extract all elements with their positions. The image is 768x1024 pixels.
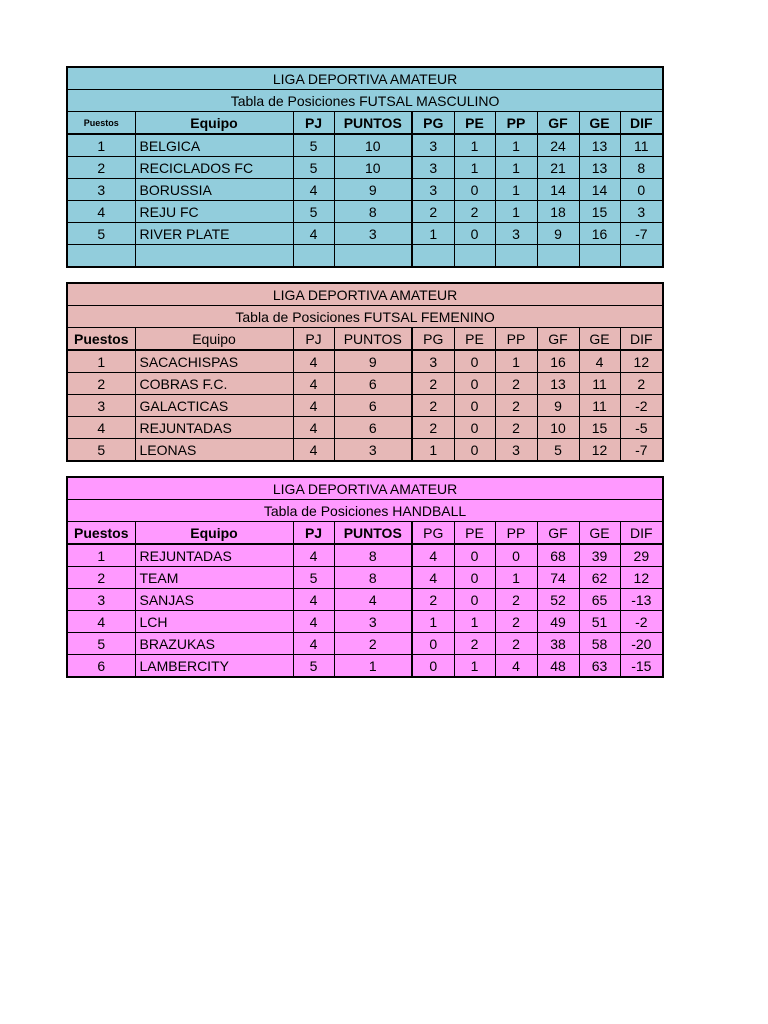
cell-dif: 12 — [620, 350, 663, 373]
cell-pj: 5 — [293, 134, 334, 157]
empty-cell — [334, 245, 412, 268]
cell-puesto: 3 — [67, 589, 135, 611]
cell-equipo: LEONAS — [135, 439, 293, 462]
cell-pg: 1 — [412, 439, 454, 462]
futsal-femenino-table — [66, 282, 664, 462]
cell-gf: 74 — [537, 567, 579, 589]
cell-dif: -5 — [620, 417, 663, 439]
col-header-pe: PE — [454, 522, 495, 545]
cell-gf: 10 — [537, 417, 579, 439]
cell-pj: 4 — [293, 350, 334, 373]
cell-gf: 14 — [537, 179, 579, 201]
table-row — [67, 201, 663, 223]
cell-gf: 9 — [537, 395, 579, 417]
cell-equipo: GALACTICAS — [135, 395, 293, 417]
cell-puntos: 10 — [334, 134, 412, 157]
table-row — [67, 179, 663, 201]
cell-pj: 4 — [293, 611, 334, 633]
cell-dif: -7 — [620, 439, 663, 462]
cell-equipo: SACACHISPAS — [135, 350, 293, 373]
cell-dif: -2 — [620, 395, 663, 417]
cell-pe: 2 — [454, 633, 495, 655]
cell-pp: 2 — [495, 417, 537, 439]
cell-puesto: 2 — [67, 157, 135, 179]
col-header-ge: GE — [579, 112, 620, 135]
col-header-gf: GF — [537, 522, 579, 545]
col-header-dif: DIF — [620, 112, 663, 135]
table-row — [67, 544, 663, 567]
col-header-equipo: Equipo — [135, 522, 293, 545]
cell-pp: 1 — [495, 350, 537, 373]
empty-cell — [412, 245, 454, 268]
cell-pg: 4 — [412, 567, 454, 589]
cell-puntos: 3 — [334, 439, 412, 462]
cell-gf: 52 — [537, 589, 579, 611]
cell-puntos: 8 — [334, 567, 412, 589]
col-header-ge: GE — [579, 522, 620, 545]
cell-ge: 58 — [579, 633, 620, 655]
cell-pj: 4 — [293, 223, 334, 245]
cell-gf: 38 — [537, 633, 579, 655]
col-header-pj: PJ — [293, 112, 334, 135]
cell-ge: 12 — [579, 439, 620, 462]
cell-pe: 1 — [454, 611, 495, 633]
cell-pe: 0 — [454, 544, 495, 567]
cell-puesto: 1 — [67, 134, 135, 157]
cell-pp: 2 — [495, 373, 537, 395]
cell-gf: 24 — [537, 134, 579, 157]
col-header-puntos: PUNTOS — [334, 112, 412, 135]
col-header-puestos: Puestos — [67, 112, 135, 135]
cell-pg: 2 — [412, 395, 454, 417]
cell-equipo: SANJAS — [135, 589, 293, 611]
cell-pp: 3 — [495, 439, 537, 462]
cell-puntos: 3 — [334, 611, 412, 633]
col-header-puntos: PUNTOS — [334, 522, 412, 545]
cell-ge: 16 — [579, 223, 620, 245]
table-title: LIGA DEPORTIVA AMATEUR — [67, 283, 663, 306]
cell-pj: 5 — [293, 201, 334, 223]
futsal-masculino-table — [66, 66, 664, 268]
table-row — [67, 633, 663, 655]
empty-cell — [495, 245, 537, 268]
cell-ge: 11 — [579, 395, 620, 417]
col-header-equipo: Equipo — [135, 328, 293, 351]
cell-dif: 8 — [620, 157, 663, 179]
cell-puesto: 4 — [67, 201, 135, 223]
cell-pp: 1 — [495, 201, 537, 223]
cell-equipo: REJU FC — [135, 201, 293, 223]
cell-gf: 18 — [537, 201, 579, 223]
cell-pe: 0 — [454, 395, 495, 417]
cell-ge: 4 — [579, 350, 620, 373]
cell-puntos: 9 — [334, 179, 412, 201]
cell-puesto: 2 — [67, 373, 135, 395]
cell-pp: 2 — [495, 611, 537, 633]
cell-puntos: 10 — [334, 157, 412, 179]
cell-pg: 1 — [412, 223, 454, 245]
empty-cell — [293, 245, 334, 268]
cell-puesto: 4 — [67, 611, 135, 633]
cell-pg: 3 — [412, 157, 454, 179]
cell-dif: 12 — [620, 567, 663, 589]
col-header-pj: PJ — [293, 328, 334, 351]
cell-dif: 2 — [620, 373, 663, 395]
table-row — [67, 439, 663, 462]
cell-pg: 2 — [412, 373, 454, 395]
cell-gf: 16 — [537, 350, 579, 373]
table-title: LIGA DEPORTIVA AMATEUR — [67, 477, 663, 500]
cell-puntos: 4 — [334, 589, 412, 611]
cell-pg: 2 — [412, 417, 454, 439]
cell-puesto: 5 — [67, 223, 135, 245]
col-header-pp: PP — [495, 112, 537, 135]
col-header-gf: GF — [537, 112, 579, 135]
cell-equipo: BRAZUKAS — [135, 633, 293, 655]
cell-pg: 2 — [412, 201, 454, 223]
cell-pe: 0 — [454, 350, 495, 373]
cell-dif: -7 — [620, 223, 663, 245]
col-header-pp: PP — [495, 522, 537, 545]
col-header-gf: GF — [537, 328, 579, 351]
table-row — [67, 655, 663, 678]
table-row — [67, 223, 663, 245]
cell-equipo: BORUSSIA — [135, 179, 293, 201]
cell-puntos: 1 — [334, 655, 412, 678]
cell-equipo: LAMBERCITY — [135, 655, 293, 678]
table-row — [67, 611, 663, 633]
cell-puesto: 5 — [67, 439, 135, 462]
cell-ge: 62 — [579, 567, 620, 589]
cell-equipo: LCH — [135, 611, 293, 633]
cell-puesto: 5 — [67, 633, 135, 655]
empty-cell — [135, 245, 293, 268]
empty-cell — [67, 245, 135, 268]
table-row — [67, 567, 663, 589]
table-subtitle: Tabla de Posiciones FUTSAL FEMENINO — [67, 306, 663, 328]
cell-pj: 4 — [293, 179, 334, 201]
cell-pj: 4 — [293, 373, 334, 395]
cell-ge: 15 — [579, 417, 620, 439]
col-header-equipo: Equipo — [135, 112, 293, 135]
cell-gf: 9 — [537, 223, 579, 245]
cell-pj: 4 — [293, 395, 334, 417]
cell-puntos: 6 — [334, 417, 412, 439]
cell-pp: 1 — [495, 567, 537, 589]
cell-pp: 1 — [495, 157, 537, 179]
cell-puesto: 1 — [67, 544, 135, 567]
cell-puesto: 6 — [67, 655, 135, 678]
cell-pj: 4 — [293, 417, 334, 439]
table-title: LIGA DEPORTIVA AMATEUR — [67, 67, 663, 90]
cell-puesto: 2 — [67, 567, 135, 589]
cell-gf: 48 — [537, 655, 579, 678]
cell-ge: 65 — [579, 589, 620, 611]
cell-puesto: 1 — [67, 350, 135, 373]
cell-ge: 14 — [579, 179, 620, 201]
cell-pp: 4 — [495, 655, 537, 678]
cell-pp: 3 — [495, 223, 537, 245]
cell-pg: 0 — [412, 633, 454, 655]
cell-puesto: 4 — [67, 417, 135, 439]
cell-dif: 0 — [620, 179, 663, 201]
cell-dif: 3 — [620, 201, 663, 223]
cell-equipo: RIVER PLATE — [135, 223, 293, 245]
cell-pp: 2 — [495, 395, 537, 417]
cell-pp: 0 — [495, 544, 537, 567]
cell-gf: 21 — [537, 157, 579, 179]
cell-puntos: 9 — [334, 350, 412, 373]
cell-ge: 13 — [579, 134, 620, 157]
cell-equipo: COBRAS F.C. — [135, 373, 293, 395]
cell-ge: 39 — [579, 544, 620, 567]
col-header-ge: GE — [579, 328, 620, 351]
empty-row — [67, 245, 663, 268]
table-row — [67, 134, 663, 157]
col-header-puestos: Puestos — [67, 522, 135, 545]
cell-equipo: REJUNTADAS — [135, 417, 293, 439]
table-subtitle: Tabla de Posiciones HANDBALL — [67, 500, 663, 522]
cell-ge: 63 — [579, 655, 620, 678]
empty-cell — [579, 245, 620, 268]
cell-pp: 2 — [495, 589, 537, 611]
cell-pj: 4 — [293, 439, 334, 462]
col-header-puestos: Puestos — [67, 328, 135, 351]
col-header-pp: PP — [495, 328, 537, 351]
cell-puntos: 3 — [334, 223, 412, 245]
cell-pe: 0 — [454, 223, 495, 245]
cell-dif: -13 — [620, 589, 663, 611]
cell-dif: -2 — [620, 611, 663, 633]
cell-pj: 4 — [293, 589, 334, 611]
col-header-pe: PE — [454, 328, 495, 351]
empty-cell — [454, 245, 495, 268]
cell-pg: 2 — [412, 589, 454, 611]
cell-ge: 11 — [579, 373, 620, 395]
cell-pj: 4 — [293, 544, 334, 567]
cell-equipo: REJUNTADAS — [135, 544, 293, 567]
cell-pg: 1 — [412, 611, 454, 633]
cell-puntos: 8 — [334, 201, 412, 223]
cell-pg: 3 — [412, 350, 454, 373]
cell-ge: 13 — [579, 157, 620, 179]
cell-dif: -15 — [620, 655, 663, 678]
cell-pj: 5 — [293, 655, 334, 678]
cell-puntos: 2 — [334, 633, 412, 655]
cell-pj: 5 — [293, 567, 334, 589]
col-header-pg: PG — [412, 328, 454, 351]
cell-pe: 0 — [454, 373, 495, 395]
cell-dif: -20 — [620, 633, 663, 655]
cell-pe: 2 — [454, 201, 495, 223]
cell-gf: 13 — [537, 373, 579, 395]
col-header-pg: PG — [412, 522, 454, 545]
col-header-puntos: PUNTOS — [334, 328, 412, 351]
cell-pg: 3 — [412, 179, 454, 201]
cell-pe: 0 — [454, 589, 495, 611]
col-header-pg: PG — [412, 112, 454, 135]
table-row — [67, 395, 663, 417]
cell-puesto: 3 — [67, 395, 135, 417]
cell-gf: 49 — [537, 611, 579, 633]
cell-gf: 68 — [537, 544, 579, 567]
cell-puesto: 3 — [67, 179, 135, 201]
cell-ge: 15 — [579, 201, 620, 223]
table-row — [67, 157, 663, 179]
cell-pj: 5 — [293, 157, 334, 179]
cell-pe: 1 — [454, 134, 495, 157]
col-header-pe: PE — [454, 112, 495, 135]
cell-dif: 11 — [620, 134, 663, 157]
table-row — [67, 350, 663, 373]
cell-pp: 1 — [495, 134, 537, 157]
cell-ge: 51 — [579, 611, 620, 633]
cell-equipo: TEAM — [135, 567, 293, 589]
col-header-pj: PJ — [293, 522, 334, 545]
cell-pp: 2 — [495, 633, 537, 655]
cell-pp: 1 — [495, 179, 537, 201]
empty-cell — [620, 245, 663, 268]
cell-pg: 3 — [412, 134, 454, 157]
table-row — [67, 373, 663, 395]
cell-equipo: RECICLADOS FC — [135, 157, 293, 179]
table-row — [67, 417, 663, 439]
cell-equipo: BELGICA — [135, 134, 293, 157]
cell-puntos: 8 — [334, 544, 412, 567]
cell-pe: 0 — [454, 179, 495, 201]
cell-pe: 0 — [454, 439, 495, 462]
handball-table — [66, 476, 664, 678]
cell-pg: 4 — [412, 544, 454, 567]
cell-pj: 4 — [293, 633, 334, 655]
table-subtitle: Tabla de Posiciones FUTSAL MASCULINO — [67, 90, 663, 112]
cell-pe: 0 — [454, 567, 495, 589]
cell-pe: 1 — [454, 157, 495, 179]
cell-pe: 0 — [454, 417, 495, 439]
col-header-dif: DIF — [620, 328, 663, 351]
table-row — [67, 589, 663, 611]
cell-puntos: 6 — [334, 373, 412, 395]
cell-pe: 1 — [454, 655, 495, 678]
col-header-dif: DIF — [620, 522, 663, 545]
empty-cell — [537, 245, 579, 268]
cell-pg: 0 — [412, 655, 454, 678]
cell-gf: 5 — [537, 439, 579, 462]
cell-dif: 29 — [620, 544, 663, 567]
cell-puntos: 6 — [334, 395, 412, 417]
